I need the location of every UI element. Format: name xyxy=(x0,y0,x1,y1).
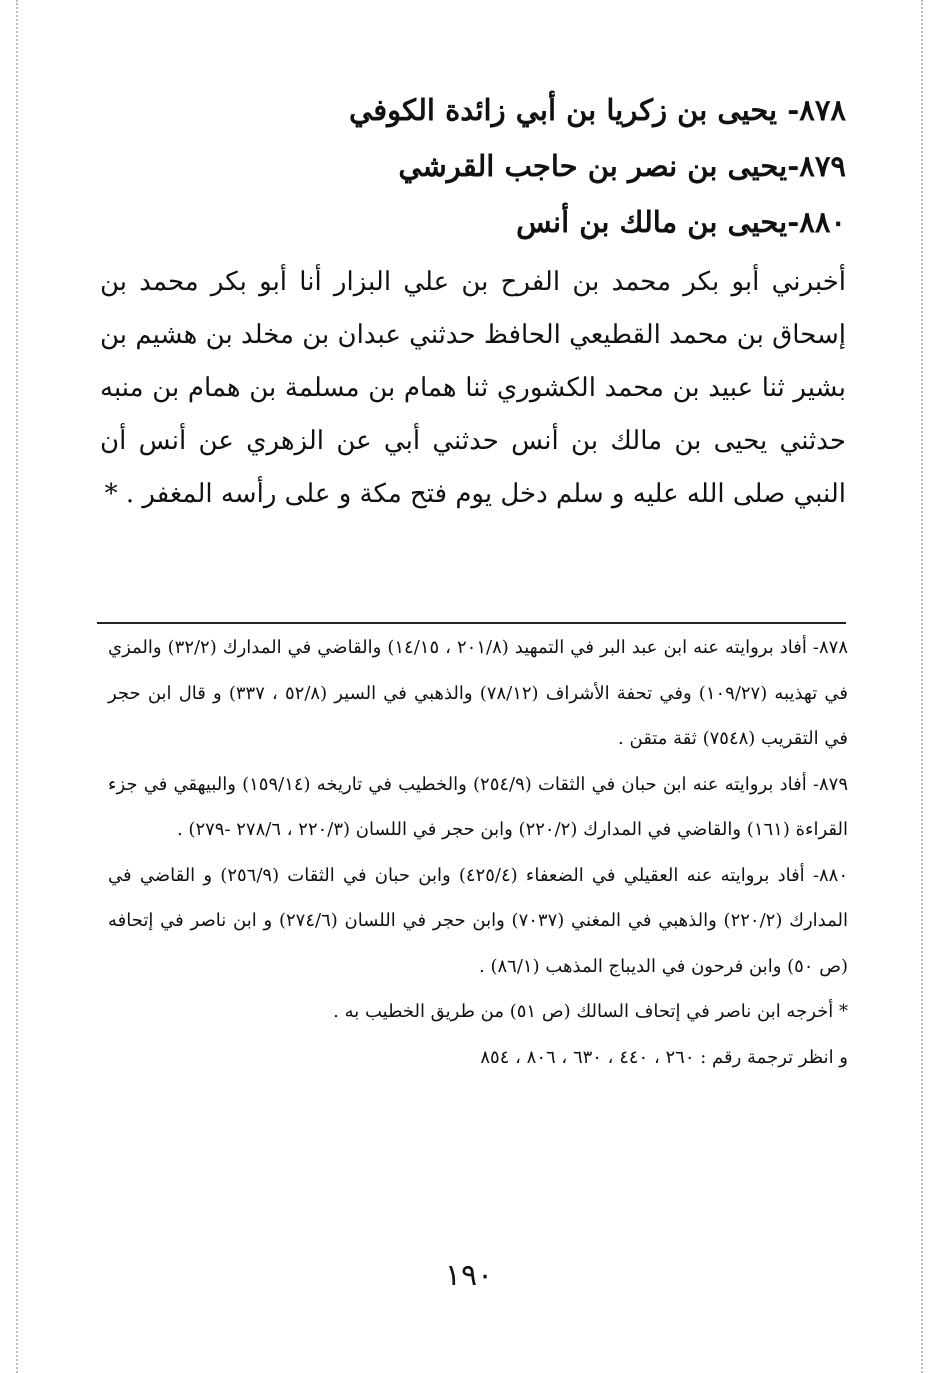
footnotes-block xyxy=(108,625,848,1080)
main-text-block xyxy=(100,82,846,521)
entry-heading-879: ٨٧٩-يحيى بن نصر بن حاجب القرشي xyxy=(398,149,846,183)
footnote-asterisk: * أخرجه ابن ناصر في إتحاف السالك (ص ٥١) من طريق الخطيب به . xyxy=(333,1001,848,1022)
footnote-878: ٨٧٨- أفاد بروايته عنه ابن عبد البر في التمهيد (٢٠١/٨ ، ١٤/١٥) والقاضي في المدارك (٣٢/٢) والمزي في تهذيبه (١٠٩/٢٧) وفي تحفة الأشراف (٧٨/١٢) والذهبي في السير (٥٢/٨ ، ٣٣٧) و قال ابن حجر في التقريب (٧٥٤٨) ثقة متقن . xyxy=(108,637,848,749)
entry-heading-878: ٨٧٨- يحيى بن زكريا بن أبي زائدة الكوفي xyxy=(349,93,846,127)
scan-margin-dots-left xyxy=(16,0,18,1373)
footnote-separator-rule xyxy=(97,622,846,624)
footnote-see-also: و انظر ترجمة رقم : ٢٦٠ ، ٤٤٠ ، ٦٣٠ ، ٨٠٦ ، ٨٥٤ xyxy=(480,1046,848,1068)
page-number: ١٩٠ xyxy=(444,1258,494,1293)
entry-heading-880: ٨٨٠-يحيى بن مالك بن أنس xyxy=(516,205,846,239)
footnote-879: ٨٧٩- أفاد بروايته عنه ابن حبان في الثقات (٢٥٤/٩) والخطيب في تاريخه (١٥٩/١٤) والبيهقي في جزء القراءة (١٦١) والقاضي في المدارك (٢٢٠/٢) وابن حجر في اللسان (٢٢٠/٣ ، ٢٧٨/٦ -٢٧٩) . xyxy=(108,773,848,840)
hadith-narration-text: أخبرني أبو بكر محمد بن الفرح بن علي البزار أنا أبو بكر محمد بن إسحاق بن محمد القطيعي الحافظ حدثني عبدان بن مخلد بن هشيم بن بشير ثنا عبيد بن محمد الكشوري ثنا همام بن مسلمة بن همام بن منبه حدثني يحيى بن مالك بن أنس حدثني أبي عن الزهري عن أنس أن النبي صلى الله عليه و سلم دخل يوم فتح مكة و على رأسه المغفر . * xyxy=(100,267,846,509)
footnote-880: ٨٨٠- أفاد بروايته عنه العقيلي في الضعفاء (٤٢٥/٤) وابن حبان في الثقات (٢٥٦/٩) و القاضي في المدارك (٢٢٠/٢) والذهبي في المغني (٧٠٣٧) وابن حجر في اللسان (٢٧٤/٦) و ابن ناصر في إتحافه (ص ٥٠) وابن فرحون في الديباج المذهب (٨٦/١) . xyxy=(108,864,848,977)
scan-margin-dots-right xyxy=(921,0,923,1373)
